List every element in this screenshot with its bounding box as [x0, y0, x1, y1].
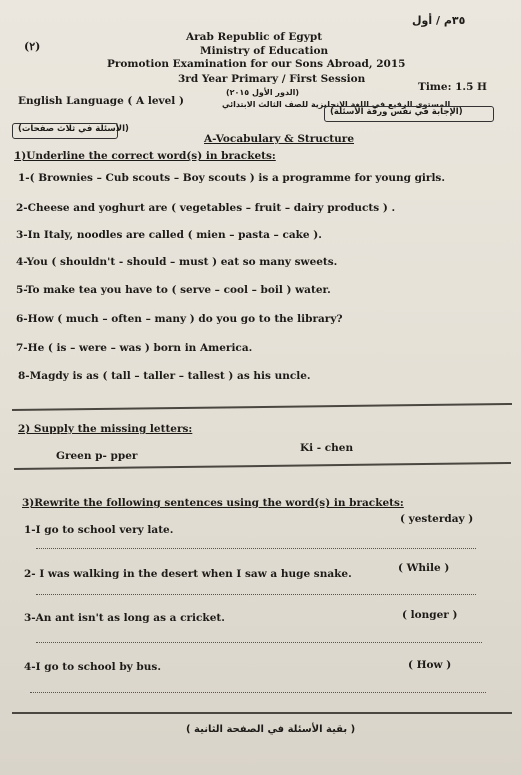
- country-name: Arab Republic of Egypt: [186, 31, 323, 43]
- time-label: Time: 1.5 H: [418, 81, 487, 93]
- page-number: (٢): [24, 40, 41, 53]
- q3-word-1: ( yesterday ): [400, 513, 474, 525]
- q1-item-4: 4-You ( shouldn't - should – must ) eat so many sweets.: [16, 256, 338, 268]
- q1-item-5: 5-To make tea you have to ( serve – cool – boil ) water.: [16, 284, 331, 296]
- answer-line-3[interactable]: [36, 642, 482, 643]
- q1-item-7: 7-He ( is – were – was ) born in America.: [16, 342, 253, 354]
- q2-item-1: Green p- pper: [56, 450, 138, 462]
- q1-item-2: 2-Cheese and yoghurt are ( vegetables – fruit – dairy products ) .: [16, 202, 396, 214]
- q2-item-2: Ki - chen: [300, 442, 354, 454]
- q1-item-8: 8-Magdy is as ( tall – taller – tallest ) as his uncle.: [18, 370, 311, 382]
- divider-1: [12, 403, 512, 411]
- answer-line-4[interactable]: [30, 692, 486, 693]
- exam-title: Promotion Examination for our Sons Abroad, 2015: [107, 58, 406, 70]
- q3-word-2: ( While ): [398, 562, 450, 574]
- q1-item-6: 6-How ( much – often – many ) do you go to the library?: [16, 313, 343, 325]
- subject-label: English Language ( A level ): [18, 95, 184, 107]
- q1-item-3: 3-In Italy, noodles are called ( mien – pasta – cake ).: [16, 229, 322, 241]
- pages-note: (الأسئلة في ثلاث صفحات): [18, 124, 129, 134]
- answer-line-1[interactable]: [36, 548, 476, 549]
- grade-session: 3rd Year Primary / First Session: [178, 73, 366, 85]
- session-arabic: (الدور الأول ٢٠١٥): [226, 88, 299, 97]
- top-right-code: ٣٥م / أول: [412, 14, 466, 27]
- question-2-title: 2) Supply the missing letters:: [18, 423, 193, 435]
- question-1-title: 1)Underline the correct word(s) in brackets:: [14, 150, 276, 162]
- answer-line-2[interactable]: [36, 594, 476, 595]
- q3-word-3: ( longer ): [402, 609, 458, 621]
- q3-sentence-2: 2- I was walking in the desert when I saw a huge snake.: [24, 568, 352, 580]
- divider-3: [12, 712, 512, 714]
- q3-sentence-3: 3-An ant isn't as long as a cricket.: [24, 612, 225, 624]
- answer-note: (الإجابة في نفس ورقة الأسئلة): [330, 107, 463, 117]
- section-title: A-Vocabulary & Structure: [204, 133, 355, 145]
- continued-note: ( بقية الأسئلة في الصفحة الثانية ): [186, 724, 356, 735]
- q3-word-4: ( How ): [408, 659, 452, 671]
- level-arabic: المستوى الرفيع في اللغة الإنجليزية للصف الثالث الابتدائي: [222, 100, 451, 109]
- question-3-title: 3)Rewrite the following sentences using the word(s) in brackets:: [22, 497, 404, 509]
- ministry-name: Ministry of Education: [200, 45, 329, 57]
- q3-sentence-4: 4-I go to school by bus.: [24, 661, 161, 673]
- divider-2: [14, 462, 511, 470]
- q1-item-1: 1-( Brownies – Cub scouts – Boy scouts ) is a programme for young girls.: [18, 172, 446, 184]
- q3-sentence-1: 1-I go to school very late.: [24, 524, 174, 536]
